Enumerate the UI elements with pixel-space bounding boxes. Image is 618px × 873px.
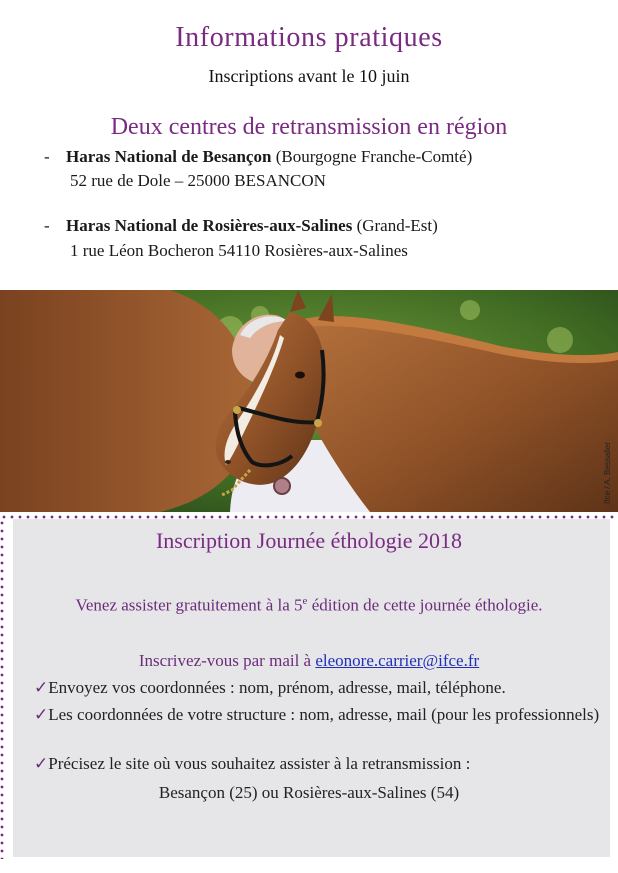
free-text-pre: Venez assister gratuitement à la 5	[75, 595, 303, 615]
list-dash: -	[44, 216, 50, 235]
checkmark-icon: ✓	[34, 678, 49, 697]
check-text: Envoyez vos coordonnées : nom, prénom, adresse, mail, téléphone.	[48, 678, 506, 697]
registration-deadline: Inscriptions avant le 10 juin	[208, 66, 410, 86]
center-address-besancon: 52 rue de Dole – 25000 BESANCON	[70, 171, 326, 190]
page-title: Informations pratiques	[175, 22, 443, 53]
centers-heading: Deux centres de retransmission en région	[110, 114, 508, 140]
inscription-title: Inscription Journée éthologie 2018	[155, 528, 463, 553]
mail-pre-text: Inscrivez-vous par mail à	[138, 651, 316, 670]
center-region: (Bourgogne Franche-Comté)	[275, 147, 473, 166]
free-text-post: édition de cette journée éthologie.	[307, 595, 543, 615]
check-item-site	[34, 753, 604, 775]
check-item-structure	[34, 704, 604, 726]
center-item-rosieres	[44, 216, 438, 236]
center-name: Haras National de Besançon	[66, 147, 272, 166]
horse-illustration	[0, 290, 618, 512]
email-link[interactable]: eleonore.carrier@ifce.fr	[315, 651, 480, 670]
photo-credit: Ifce / A. Bessalier	[603, 442, 612, 504]
center-region: (Grand-Est)	[356, 216, 438, 235]
mail-registration-line	[0, 651, 618, 671]
dotted-border-left	[0, 519, 4, 859]
check-text: Les coordonnées de votre structure : nom, adresse, mail (pour les professionnels)	[48, 705, 600, 724]
free-attendance-text	[0, 595, 618, 616]
center-name: Haras National de Rosières-aux-Salines	[66, 216, 353, 235]
horse-photo	[0, 290, 618, 512]
list-dash: -	[44, 147, 50, 166]
site-options: Besançon (25) ou Rosières-aux-Salines (54)	[158, 783, 460, 802]
center-address-rosieres: 1 rue Léon Bocheron 54110 Rosières-aux-Salines	[70, 241, 408, 260]
free-text-sup: e	[302, 595, 308, 607]
checkmark-icon: ✓	[34, 754, 49, 773]
check-text: Précisez le site où vous souhaitez assister à la retransmission :	[48, 754, 471, 773]
check-item-contact	[34, 677, 604, 699]
center-item-besancon	[44, 147, 472, 167]
checkmark-icon: ✓	[34, 705, 49, 724]
